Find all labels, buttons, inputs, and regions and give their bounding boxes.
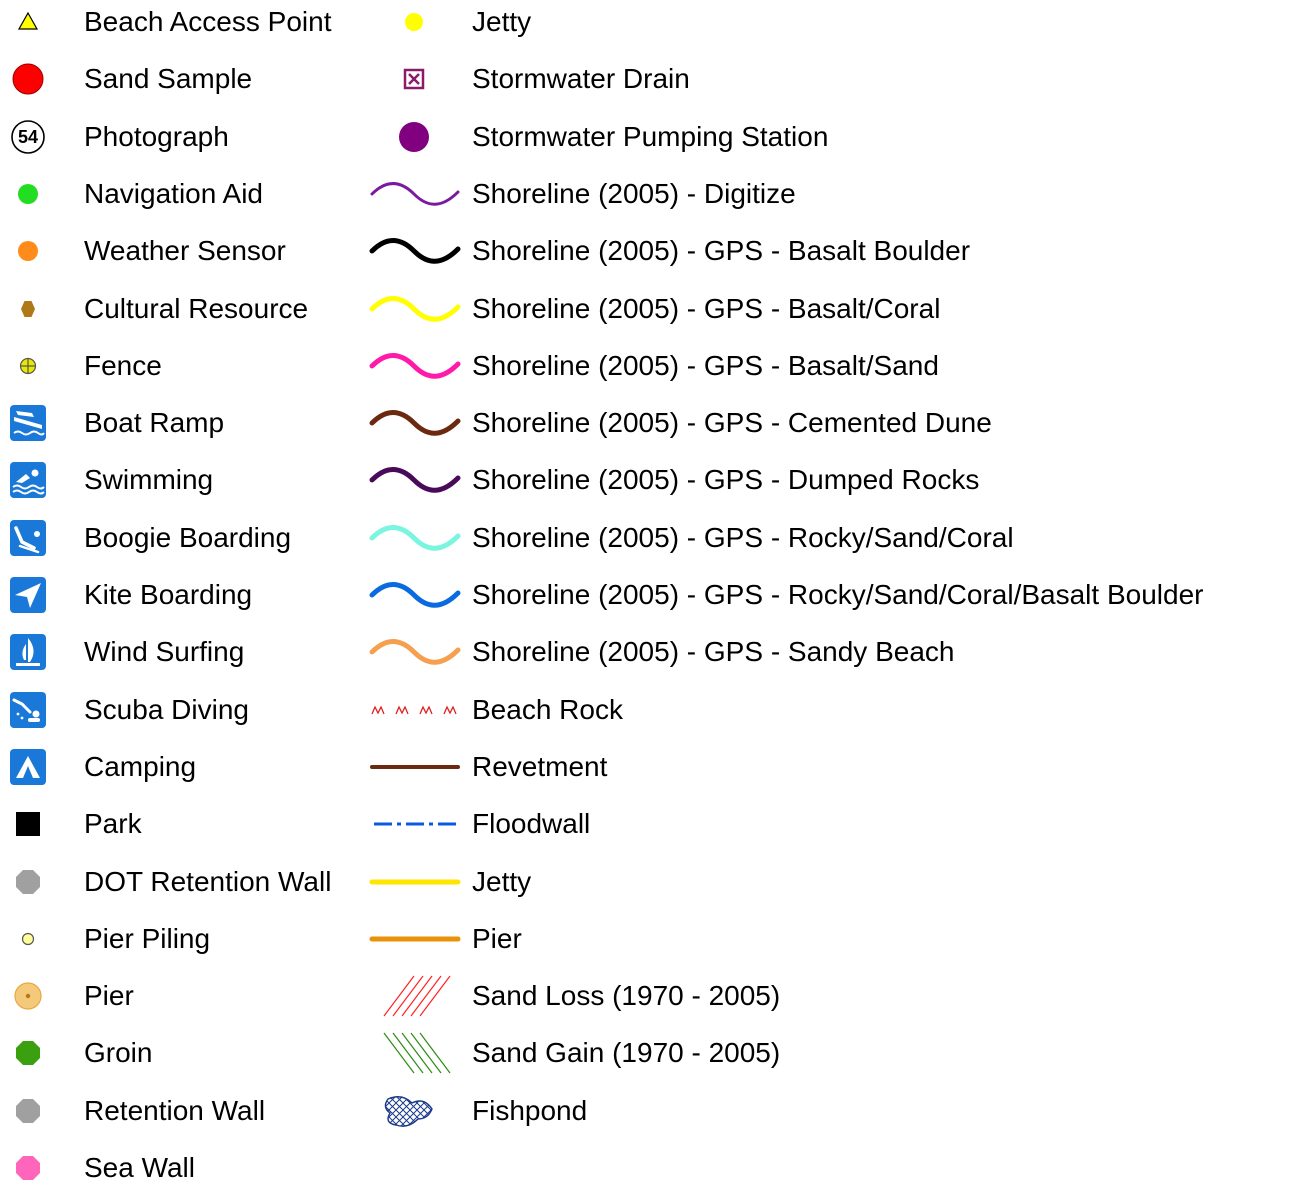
solid-line-icon xyxy=(368,860,464,904)
boat-ramp-icon xyxy=(0,401,56,445)
hatch-forward-icon xyxy=(368,974,464,1018)
hexagon-icon-graphic xyxy=(8,289,48,329)
legend-label: Shoreline (2005) - GPS - Dumped Rocks xyxy=(472,464,980,496)
legend-item xyxy=(368,917,522,961)
legend-label: Shoreline (2005) - GPS - Cemented Dune xyxy=(472,407,992,439)
legend-item xyxy=(368,401,992,445)
legend-label: Wind Surfing xyxy=(84,636,245,668)
legend-item xyxy=(0,229,286,273)
legend-label: Shoreline (2005) - GPS - Basalt/Sand xyxy=(472,349,939,381)
photo-number: 54 xyxy=(17,126,39,147)
wave-line-icon xyxy=(368,516,464,560)
legend-label: Scuba Diving xyxy=(84,693,249,725)
hatch-forward-icon-graphic xyxy=(368,974,464,1018)
photo-number-icon-graphic xyxy=(8,117,48,157)
legend-item xyxy=(368,860,531,904)
fishpond-icon xyxy=(368,1089,464,1133)
legend-item xyxy=(0,860,331,904)
legend-item xyxy=(368,630,954,674)
beach-rock-icon-graphic xyxy=(368,688,464,732)
legend-label: Shoreline (2005) - Digitize xyxy=(472,177,796,209)
legend-label: Retention Wall xyxy=(84,1094,266,1126)
pink-octagon-icon xyxy=(0,1146,56,1190)
legend-label: Swimming xyxy=(84,464,214,496)
legend-item xyxy=(0,0,331,44)
red-circle-icon xyxy=(0,57,56,101)
orange-dot-icon-graphic xyxy=(8,231,48,271)
solid-line-icon xyxy=(368,917,464,961)
wave-line-icon-graphic xyxy=(368,401,464,445)
legend-label: Jetty xyxy=(472,6,532,37)
legend-label: Groin xyxy=(84,1037,153,1069)
legend-label: Kite Boarding xyxy=(84,579,253,610)
boogie-board-icon-graphic xyxy=(8,518,48,558)
legend-label: Beach Rock xyxy=(472,693,623,725)
windsurf-icon-graphic xyxy=(8,632,48,672)
gray-octagon-icon xyxy=(0,1089,56,1133)
crosshair-circle-icon-graphic xyxy=(8,346,48,386)
wave-line-icon-graphic xyxy=(368,287,464,331)
windsurf-icon xyxy=(0,630,56,674)
green-octagon-icon-graphic xyxy=(8,1033,48,1073)
legend-label: Boogie Boarding xyxy=(84,521,292,553)
kite-icon xyxy=(0,573,56,617)
hatch-back-icon-graphic xyxy=(368,1031,464,1075)
legend-label: Fence xyxy=(84,349,162,381)
legend-item xyxy=(0,458,213,502)
crosshair-circle-icon xyxy=(0,344,56,388)
wave-line-icon xyxy=(368,229,464,273)
legend-label: Sand Loss (1970 - 2005) xyxy=(472,980,781,1012)
legend-item xyxy=(0,115,229,159)
legend-item xyxy=(0,401,224,445)
dash-dot-line-icon xyxy=(368,802,464,846)
legend-item xyxy=(368,974,780,1018)
wave-line-icon xyxy=(368,573,464,617)
legend-label: Sand Gain (1970 - 2005) xyxy=(472,1037,781,1069)
legend-label: Shoreline (2005) - GPS - Sandy Beach xyxy=(472,636,955,668)
legend-item xyxy=(368,745,607,789)
triangle-icon-graphic xyxy=(8,2,48,42)
red-circle-icon-graphic xyxy=(8,59,48,99)
wave-line-icon xyxy=(368,344,464,388)
legend-item xyxy=(0,1089,265,1133)
legend-item xyxy=(368,688,623,732)
black-square-icon xyxy=(0,802,56,846)
yellow-dot-icon xyxy=(368,0,464,44)
small-circle-icon xyxy=(0,917,56,961)
legend-item xyxy=(0,1146,195,1190)
legend-label: Cultural Resource xyxy=(84,292,309,324)
swimmer-icon xyxy=(0,458,56,502)
wave-line-icon xyxy=(368,287,464,331)
kite-icon-graphic xyxy=(8,575,48,615)
legend-label: Park xyxy=(84,808,142,840)
legend-item xyxy=(368,0,531,44)
legend-item xyxy=(368,516,1014,560)
legend-item xyxy=(368,1031,780,1075)
hexagon-icon xyxy=(0,287,56,331)
legend-item xyxy=(0,917,210,961)
legend-item xyxy=(0,287,308,331)
legend-label: Beach Access Point xyxy=(84,6,332,37)
gray-octagon-icon xyxy=(0,860,56,904)
purple-circle-icon xyxy=(368,115,464,159)
legend-item xyxy=(368,1089,587,1133)
legend-item xyxy=(368,573,1203,617)
wave-line-icon-graphic xyxy=(368,229,464,273)
purple-circle-icon-graphic xyxy=(368,115,464,159)
boogie-board-icon xyxy=(0,516,56,560)
wave-line-icon-graphic xyxy=(368,344,464,388)
legend-item xyxy=(0,516,291,560)
boat-ramp-icon-graphic xyxy=(8,403,48,443)
small-circle-icon-graphic xyxy=(8,919,48,959)
swimmer-icon-graphic xyxy=(8,460,48,500)
solid-line-icon-graphic xyxy=(368,917,464,961)
triangle-icon xyxy=(0,0,56,44)
legend-item xyxy=(0,344,162,388)
boxed-x-icon-graphic xyxy=(368,57,464,101)
legend-item xyxy=(368,458,979,502)
legend-label: Sand Sample xyxy=(84,63,253,95)
scuba-icon-graphic xyxy=(8,690,48,730)
green-dot-icon-graphic xyxy=(8,174,48,214)
legend-label: Pier Piling xyxy=(84,922,211,954)
pink-octagon-icon-graphic xyxy=(8,1148,48,1188)
black-square-icon-graphic xyxy=(8,804,48,844)
legend-label: Shoreline (2005) - GPS - Basalt Boulder xyxy=(472,235,971,267)
legend-label: Jetty xyxy=(472,865,532,897)
legend-item xyxy=(368,344,939,388)
wave-line-icon-graphic xyxy=(368,630,464,674)
legend-item xyxy=(0,745,196,789)
tent-icon xyxy=(0,745,56,789)
legend-item xyxy=(0,1031,152,1075)
yellow-dot-icon-graphic xyxy=(368,0,464,44)
legend-item xyxy=(0,57,252,101)
legend-item xyxy=(368,802,590,846)
pier-circle-icon-graphic xyxy=(8,976,48,1016)
legend-label: Shoreline (2005) - GPS - Rocky/Sand/Coral/Basalt Boulder xyxy=(472,579,1204,610)
green-dot-icon xyxy=(0,172,56,216)
wave-line-icon xyxy=(368,401,464,445)
fishpond-icon-graphic xyxy=(368,1089,464,1133)
dash-dot-line-icon-graphic xyxy=(368,802,464,846)
legend-item xyxy=(0,573,252,617)
photo-number-icon xyxy=(0,115,56,159)
solid-line-icon-graphic xyxy=(368,860,464,904)
legend-label: Camping xyxy=(84,750,197,782)
legend-label: Revetment xyxy=(472,750,608,782)
green-octagon-icon xyxy=(0,1031,56,1075)
legend-label: Sea Wall xyxy=(84,1152,196,1183)
legend-label: Floodwall xyxy=(472,808,591,840)
solid-line-icon-graphic xyxy=(368,745,464,789)
legend-label: Pier xyxy=(84,980,134,1012)
legend-label: Stormwater Pumping Station xyxy=(472,120,829,152)
legend-item xyxy=(0,974,134,1018)
beach-rock-icon xyxy=(368,688,464,732)
wave-line-icon xyxy=(368,172,464,216)
scuba-icon xyxy=(0,688,56,732)
wave-line-icon-graphic xyxy=(368,172,464,216)
pier-circle-icon xyxy=(0,974,56,1018)
wave-line-icon-graphic xyxy=(368,573,464,617)
legend-label: Boat Ramp xyxy=(84,407,225,439)
legend-label: Navigation Aid xyxy=(84,177,264,209)
legend-item xyxy=(368,229,970,273)
boxed-x-icon xyxy=(368,57,464,101)
legend-item xyxy=(0,172,263,216)
legend-item xyxy=(0,688,249,732)
wave-line-icon-graphic xyxy=(368,516,464,560)
legend-label: Pier xyxy=(472,922,522,954)
orange-dot-icon xyxy=(0,229,56,273)
solid-line-icon xyxy=(368,745,464,789)
legend-item xyxy=(368,172,796,216)
legend-label: Fishpond xyxy=(472,1094,588,1126)
tent-icon-graphic xyxy=(8,747,48,787)
legend-item xyxy=(368,115,828,159)
wave-line-icon xyxy=(368,458,464,502)
gray-octagon-icon-graphic xyxy=(8,862,48,902)
wave-line-icon-graphic xyxy=(368,458,464,502)
legend-label: Photograph xyxy=(84,120,229,152)
legend-label: Shoreline (2005) - GPS - Rocky/Sand/Coral xyxy=(472,521,1014,553)
legend-item xyxy=(368,57,690,101)
legend-label: Shoreline (2005) - GPS - Basalt/Coral xyxy=(472,292,941,324)
wave-line-icon xyxy=(368,630,464,674)
legend-label: Stormwater Drain xyxy=(472,63,690,95)
legend-label: DOT Retention Wall xyxy=(84,865,332,897)
hatch-back-icon xyxy=(368,1031,464,1075)
legend-item xyxy=(0,630,244,674)
legend-item xyxy=(0,802,142,846)
gray-octagon-icon-graphic xyxy=(8,1091,48,1131)
legend-label: Weather Sensor xyxy=(84,235,286,267)
legend-item xyxy=(368,287,940,331)
